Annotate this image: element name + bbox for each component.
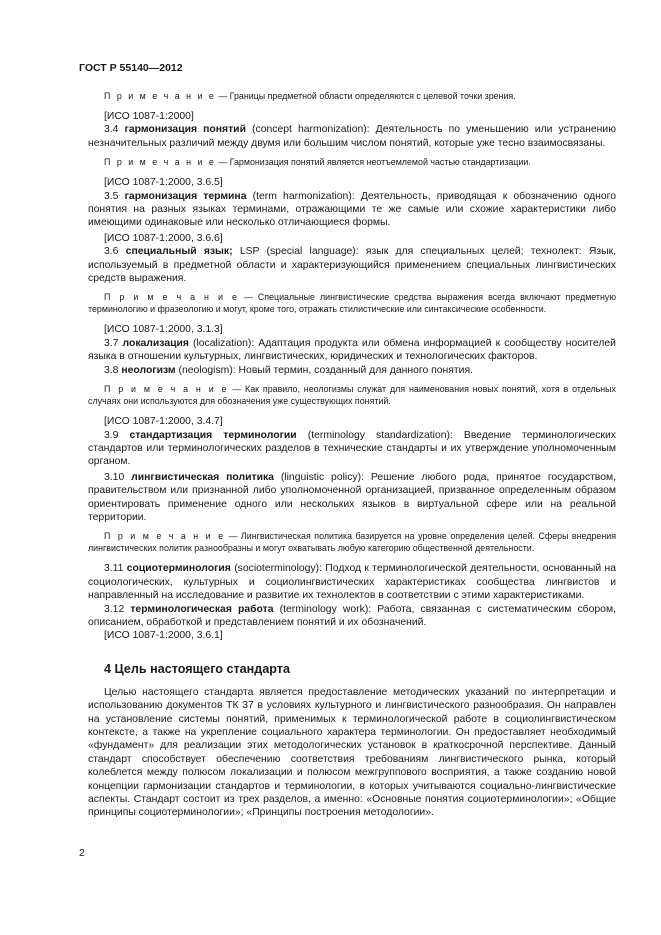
reference-3-6: [ИСО 1087-1:2000, 3.1.3] — [104, 324, 223, 336]
definition-3-5 — [88, 190, 616, 230]
note-label: П р и м е ч а н и е — [104, 157, 216, 168]
definition-term: специальный язык; — [125, 246, 233, 258]
definition-text: (linguistic policy): Решение любого рода, принятое государством, правительством или признанной либо уполномоченной организацией, призванное определенным образом ориентировать применение одного или нескольких языков в виртуальной сфере или на реальной территории. — [88, 471, 617, 523]
section-4-paragraph: Целью настоящего стандарта является предоставление методических указаний по интерпретации и использованию документов ТК 37 в условиях культурного и лингвистического разнообразия. Он направлен на установление системы понятий, применимых к терминологической работе в социолингвистическом контексте, а также на укрепление социального характера терминологии. Он предоставляет необходимый «фундамент» для реализации этих методологических установок в краткосрочной перспективе. Данный стандарт способствует обеспечению соответствия требованиям лингвистического рынка, который колеблется между полюсом локализации и полюсом межгруппового восприятия, а также созданию новой концепции гармонизации стандартов и терминологии, в которых учитываются социально-лингвистические аспекты. Стандарт состоит из трех разделов, а именно: «Основные понятия социотерминологии»; «Общие принципы социотерминологии»; «Принципы построения методологии». — [88, 686, 616, 819]
note-3-3 — [88, 90, 616, 102]
definition-text: (socioterminology): Подход к терминологической деятельности, основанный на социологических, культурных и социолингвистических характеристиках сообщества лингвистов и направленный на исследование и развитие их технолектов в соответствии с этими характеристиками. — [88, 563, 616, 602]
reference-3-12: [ИСО 1087-1:2000, 3.6.1] — [104, 630, 223, 642]
definition-number: 3.10 — [104, 471, 132, 483]
definition-text: LSP (special language): язык для специальных целей; технолект: Язык, используемый в предметной области и характеризующийся применением специальных лингвистических средств выражения. — [88, 246, 616, 285]
definition-text: (localization): Адаптация продукта или обмена информацией к сообществу носителей языка в отношении культурных, лингвистических, юридических и технологических факторов. — [88, 337, 616, 363]
definition-term: терминологическая работа — [130, 603, 274, 615]
note-label: П р и м е ч а н и е — [104, 91, 216, 101]
definition-3-4 — [88, 123, 616, 150]
note-text: — Специальные лингвистические средства выражения всегда включают предметную терминологию и фразеологию и могут, кроме того, отражать стилистические или синтаксические особенности. — [88, 292, 616, 315]
definition-number: 3.6 — [104, 246, 126, 258]
definition-term: гармонизация термина — [124, 190, 247, 202]
note-3-6 — [88, 291, 616, 315]
definition-text: (terminology standardization): Введение терминологических стандартов или терминологических разделов в технические стандарты и их утверждение уполномоченным органом. — [88, 429, 616, 468]
definition-number: 3.8 — [104, 364, 122, 376]
definition-number: 3.7 — [104, 337, 123, 349]
definition-number: 3.5 — [104, 190, 125, 202]
definition-term: стандартизация терминологии — [129, 429, 297, 441]
definition-3-11 — [88, 562, 616, 602]
note-text: — Гармонизация понятий является неотъемлемой частью стандартизации. — [215, 157, 531, 168]
definition-text: (concept harmonization): Деятельность по уменьшению или устранению незначительных различий между двумя или большим числом понятий, которые уже тесно взаимосвязаны. — [88, 124, 616, 149]
reference-3-3: [ИСО 1087-1:2000] — [104, 111, 194, 122]
reference-3-4: [ИСО 1087-1:2000, 3.6.5] — [104, 177, 223, 189]
definition-number: 3.11 — [104, 563, 127, 575]
definition-3-6 — [88, 245, 616, 285]
definition-3-10 — [88, 471, 616, 525]
definition-term: неологизм — [121, 364, 176, 376]
definition-term: локализация — [122, 337, 189, 349]
reference-3-8: [ИСО 1087-1:2000, 3.4.7] — [104, 416, 223, 428]
definition-3-8 — [88, 364, 616, 377]
definition-term: социотерминология — [126, 563, 231, 575]
definition-3-9 — [88, 429, 616, 469]
page-header-standard-number: ГОСТ Р 55140—2012 — [79, 62, 183, 74]
note-text: — Границы предметной области определяются с целевой точки зрения. — [215, 91, 516, 101]
definition-term: гармонизация понятий — [124, 124, 246, 136]
definition-text: (neologism): Новый термин, созданный для данного понятия. — [175, 364, 473, 376]
definition-text: (terminology work): Работа, связанная с систематическим сбором, описанием, обработкой и представлением понятий и их обозначений. — [88, 603, 616, 628]
note-3-8 — [88, 383, 616, 407]
note-label: П р и м е ч а н и е — [104, 384, 229, 395]
definition-text: (term harmonization): Деятельность, приводящая к обозначению одного понятия на разных языках терминами, отражающими те же самые или схожие характеристики либо имеющими одинаковые или несколько отличающиеся формы. — [88, 190, 616, 229]
note-label: П р и м е ч а н и е — [104, 531, 226, 542]
reference-3-5: [ИСО 1087-1:2000, 3.6.6] — [104, 232, 223, 244]
note-3-10 — [88, 530, 616, 554]
definition-3-7 — [88, 337, 616, 364]
section-4-heading: 4 Цель настоящего стандарта — [104, 661, 290, 676]
page-content — [88, 90, 616, 820]
note-text: — Лингвистическая политика базируется на уровне определения целей. Сферы внедрения лингвистических политик разнообразны и могут охватывать любую категорию общественной деятельности. — [88, 531, 617, 554]
definition-3-12 — [88, 603, 616, 630]
note-text: — Как правило, неологизмы служат для наименования новых понятий, хотя в отдельных случаях они используются для обозначения уже существующих понятий. — [88, 384, 616, 407]
definition-number: 3.12 — [104, 603, 131, 615]
definition-number: 3.9 — [104, 429, 130, 441]
definition-number: 3.4 — [104, 124, 125, 136]
note-3-4 — [88, 156, 616, 168]
page-number: 2 — [79, 847, 85, 859]
note-label: П р и м е ч а н и е — [104, 292, 239, 303]
definition-term: лингвистическая политика — [131, 471, 274, 483]
